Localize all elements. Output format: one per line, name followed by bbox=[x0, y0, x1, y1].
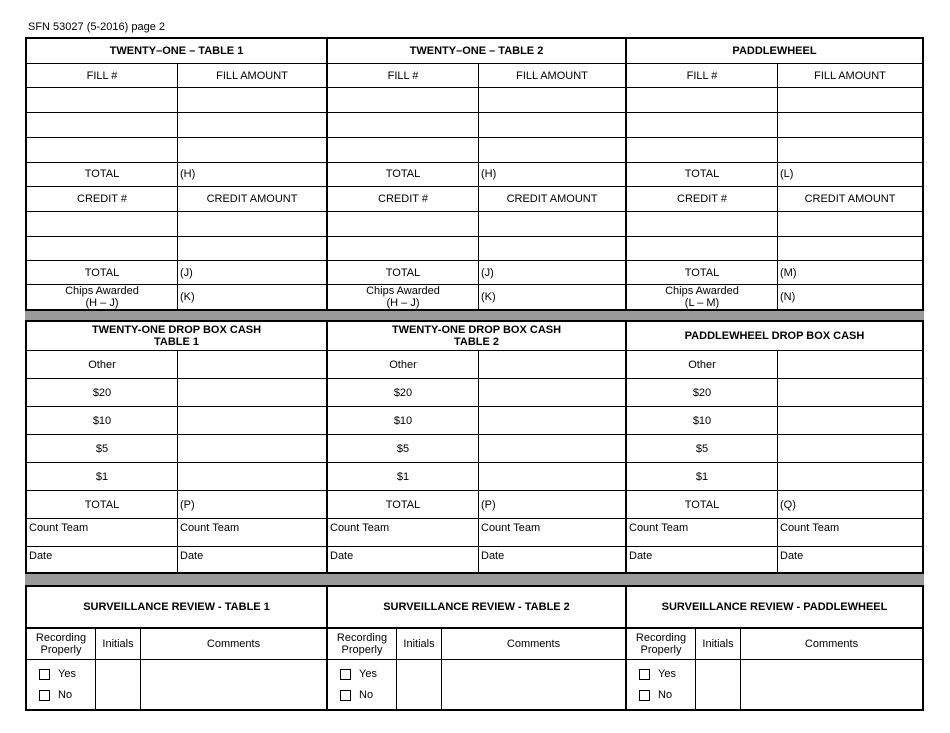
fill-amount-field[interactable] bbox=[478, 138, 625, 162]
cash-total-label: TOTAL bbox=[385, 498, 421, 511]
column-title: PADDLEWHEEL bbox=[732, 44, 817, 57]
initials-field[interactable] bbox=[95, 660, 140, 709]
yes-option[interactable] bbox=[639, 668, 676, 680]
denomination-20-field[interactable] bbox=[478, 379, 625, 406]
no-checkbox[interactable] bbox=[39, 690, 50, 701]
chips-awarded-label bbox=[27, 285, 177, 309]
credit-number-field[interactable] bbox=[328, 237, 478, 261]
denomination-10-field[interactable] bbox=[177, 407, 326, 434]
denomination-other-label: Other bbox=[88, 358, 116, 371]
properly-text: Properly bbox=[40, 644, 82, 656]
cash-total-label: TOTAL bbox=[684, 498, 720, 511]
column-surveillance-table-1 bbox=[27, 587, 326, 709]
denomination-20-label: $20 bbox=[393, 386, 413, 399]
fill-amount-field[interactable] bbox=[177, 113, 326, 137]
date-field[interactable]: Date bbox=[629, 550, 653, 562]
comments-header: Comments bbox=[441, 629, 625, 659]
chips-awarded-text: Chips Awarded bbox=[65, 285, 139, 298]
credit-number-header: CREDIT # bbox=[378, 193, 428, 206]
denomination-10-label: $10 bbox=[692, 414, 712, 427]
credit-total-label: TOTAL bbox=[684, 266, 720, 279]
recording-properly-header bbox=[627, 629, 695, 659]
denomination-20-field[interactable] bbox=[777, 379, 922, 406]
yes-label: Yes bbox=[58, 668, 76, 680]
count-team-field-2[interactable]: Count Team bbox=[777, 519, 922, 546]
drop-box-cash-section bbox=[25, 320, 924, 574]
count-team-field[interactable]: Count Team bbox=[29, 522, 89, 534]
fill-number-header: FILL # bbox=[387, 69, 419, 82]
denomination-other-field[interactable] bbox=[177, 351, 326, 378]
credit-number-field[interactable] bbox=[328, 212, 478, 236]
fill-amount-header: FILL AMOUNT bbox=[478, 64, 625, 88]
properly-text: Properly bbox=[341, 644, 383, 656]
denomination-1-field[interactable] bbox=[177, 463, 326, 490]
column-twenty-one-table-2 bbox=[326, 39, 625, 309]
column-drop-box-table-1 bbox=[27, 322, 326, 572]
cash-total-field[interactable]: (P) bbox=[478, 491, 625, 518]
column-title: TWENTY–ONE – TABLE 1 bbox=[109, 44, 244, 57]
column-title: SURVEILLANCE REVIEW - TABLE 1 bbox=[83, 601, 270, 613]
credit-amount-field[interactable] bbox=[478, 212, 625, 236]
credit-amount-header: CREDIT AMOUNT bbox=[777, 187, 922, 211]
fill-number-field[interactable] bbox=[27, 138, 177, 162]
denomination-20-label: $20 bbox=[92, 386, 112, 399]
count-team-field-2[interactable]: Count Team bbox=[177, 519, 326, 546]
fill-number-field[interactable] bbox=[627, 138, 777, 162]
section-divider bbox=[25, 574, 924, 585]
no-checkbox[interactable] bbox=[340, 690, 351, 701]
fill-number-field[interactable] bbox=[27, 113, 177, 137]
credit-number-header: CREDIT # bbox=[77, 193, 127, 206]
credit-amount-field[interactable] bbox=[777, 237, 922, 261]
chips-awarded-formula: (H – J) bbox=[85, 297, 119, 310]
cash-total-field[interactable]: (Q) bbox=[777, 491, 922, 518]
no-checkbox[interactable] bbox=[639, 690, 650, 701]
fill-total-field[interactable]: (L) bbox=[777, 163, 922, 187]
fill-number-field[interactable] bbox=[627, 113, 777, 137]
fill-number-field[interactable] bbox=[627, 88, 777, 112]
fill-number-field[interactable] bbox=[27, 88, 177, 112]
initials-field[interactable] bbox=[396, 660, 441, 709]
denomination-5-label: $5 bbox=[95, 442, 109, 455]
denomination-1-field[interactable] bbox=[777, 463, 922, 490]
fill-amount-field[interactable] bbox=[177, 88, 326, 112]
date-field-2[interactable]: Date bbox=[777, 547, 922, 572]
column-drop-box-table-2 bbox=[326, 322, 625, 572]
column-drop-box-paddlewheel bbox=[625, 322, 922, 572]
denomination-5-field[interactable] bbox=[177, 435, 326, 462]
column-title bbox=[27, 322, 326, 350]
column-title bbox=[328, 322, 625, 350]
initials-header: Initials bbox=[695, 629, 740, 659]
yes-label: Yes bbox=[658, 668, 676, 680]
credit-total-field[interactable]: (M) bbox=[777, 261, 922, 284]
comments-header: Comments bbox=[740, 629, 922, 659]
recording-text: Recording bbox=[35, 632, 87, 644]
fill-number-header: FILL # bbox=[686, 69, 718, 82]
column-surveillance-paddlewheel bbox=[625, 587, 922, 709]
denomination-5-label: $5 bbox=[396, 442, 410, 455]
fill-amount-field[interactable] bbox=[177, 138, 326, 162]
credit-number-field[interactable] bbox=[627, 212, 777, 236]
fill-number-field[interactable] bbox=[328, 138, 478, 162]
column-title: PADDLEWHEEL DROP BOX CASH bbox=[684, 330, 865, 342]
count-team-field[interactable]: Count Team bbox=[330, 522, 390, 534]
column-surveillance-table-2 bbox=[326, 587, 625, 709]
fill-total-label: TOTAL bbox=[684, 168, 720, 181]
fill-number-field[interactable] bbox=[328, 113, 478, 137]
recording-properly-header bbox=[27, 629, 95, 659]
denomination-other-label: Other bbox=[688, 358, 716, 371]
credit-number-header: CREDIT # bbox=[677, 193, 727, 206]
denomination-5-label: $5 bbox=[695, 442, 709, 455]
surveillance-review-section bbox=[25, 585, 924, 711]
denomination-1-label: $1 bbox=[695, 470, 709, 483]
fill-total-label: TOTAL bbox=[84, 168, 120, 181]
fill-total-field[interactable]: (H) bbox=[177, 163, 326, 187]
no-option[interactable] bbox=[340, 689, 373, 701]
credit-amount-field[interactable] bbox=[777, 212, 922, 236]
denomination-10-field[interactable] bbox=[777, 407, 922, 434]
fill-number-header: FILL # bbox=[86, 69, 118, 82]
fill-number-field[interactable] bbox=[328, 88, 478, 112]
comments-header: Comments bbox=[140, 629, 326, 659]
column-title: TWENTY–ONE – TABLE 2 bbox=[409, 44, 544, 57]
credit-amount-field[interactable] bbox=[177, 237, 326, 261]
yes-option[interactable] bbox=[39, 668, 76, 680]
denomination-other-field[interactable] bbox=[777, 351, 922, 378]
credit-number-field[interactable] bbox=[27, 212, 177, 236]
column-title-line1: TWENTY-ONE DROP BOX CASH bbox=[91, 324, 262, 336]
column-paddlewheel bbox=[625, 39, 922, 309]
recording-text: Recording bbox=[336, 632, 388, 644]
fill-total-field[interactable]: (H) bbox=[478, 163, 625, 187]
no-option[interactable] bbox=[39, 689, 72, 701]
chips-awarded-label bbox=[627, 285, 777, 309]
recording-properly-options bbox=[27, 660, 95, 709]
recording-properly-header bbox=[328, 629, 396, 659]
credit-amount-field[interactable] bbox=[177, 212, 326, 236]
comments-field[interactable] bbox=[441, 660, 625, 709]
chips-awarded-text: Chips Awarded bbox=[665, 285, 739, 298]
denomination-20-label: $20 bbox=[692, 386, 712, 399]
yes-option[interactable] bbox=[340, 668, 377, 680]
chips-awarded-field[interactable]: (K) bbox=[478, 285, 625, 309]
credit-total-field[interactable]: (J) bbox=[177, 261, 326, 284]
denomination-1-label: $1 bbox=[95, 470, 109, 483]
column-twenty-one-table-1 bbox=[27, 39, 326, 309]
fill-amount-field[interactable] bbox=[777, 88, 922, 112]
count-team-field-2[interactable]: Count Team bbox=[478, 519, 625, 546]
chips-awarded-field[interactable]: (K) bbox=[177, 285, 326, 309]
denomination-other-label: Other bbox=[389, 358, 417, 371]
date-field-2[interactable]: Date bbox=[177, 547, 326, 572]
column-title-line2: TABLE 2 bbox=[453, 336, 500, 348]
credit-number-field[interactable] bbox=[627, 237, 777, 261]
form-id: SFN 53027 (5-2016) page 2 bbox=[28, 21, 165, 33]
credit-amount-header: CREDIT AMOUNT bbox=[478, 187, 625, 211]
fill-amount-field[interactable] bbox=[478, 88, 625, 112]
fills-credits-section bbox=[25, 37, 924, 311]
count-team-field[interactable]: Count Team bbox=[629, 522, 689, 534]
no-option[interactable] bbox=[639, 689, 672, 701]
initials-field[interactable] bbox=[695, 660, 740, 709]
chips-awarded-field[interactable]: (N) bbox=[777, 285, 922, 309]
fill-amount-field[interactable] bbox=[777, 138, 922, 162]
chips-awarded-formula: (L – M) bbox=[684, 297, 720, 310]
column-title: SURVEILLANCE REVIEW - TABLE 2 bbox=[383, 601, 570, 613]
fill-total-label: TOTAL bbox=[385, 168, 421, 181]
credit-amount-field[interactable] bbox=[478, 237, 625, 261]
cash-total-label: TOTAL bbox=[84, 498, 120, 511]
denomination-5-field[interactable] bbox=[478, 435, 625, 462]
yes-checkbox[interactable] bbox=[39, 669, 50, 680]
credit-number-field[interactable] bbox=[27, 237, 177, 261]
chips-awarded-text: Chips Awarded bbox=[366, 285, 440, 298]
column-title: SURVEILLANCE REVIEW - PADDLEWHEEL bbox=[661, 601, 888, 613]
denomination-1-field[interactable] bbox=[478, 463, 625, 490]
recording-properly-options bbox=[328, 660, 396, 709]
date-field-2[interactable]: Date bbox=[478, 547, 625, 572]
cash-total-field[interactable]: (P) bbox=[177, 491, 326, 518]
credit-total-label: TOTAL bbox=[385, 266, 421, 279]
date-field[interactable]: Date bbox=[29, 550, 53, 562]
fill-amount-field[interactable] bbox=[478, 113, 625, 137]
fill-amount-field[interactable] bbox=[777, 113, 922, 137]
denomination-other-field[interactable] bbox=[478, 351, 625, 378]
column-title-line2: TABLE 1 bbox=[153, 336, 200, 348]
no-label: No bbox=[58, 689, 73, 701]
yes-checkbox[interactable] bbox=[340, 669, 351, 680]
credit-amount-header: CREDIT AMOUNT bbox=[177, 187, 326, 211]
yes-label: Yes bbox=[359, 668, 377, 680]
comments-field[interactable] bbox=[740, 660, 922, 709]
fill-amount-header: FILL AMOUNT bbox=[777, 64, 922, 88]
comments-field[interactable] bbox=[140, 660, 326, 709]
denomination-20-field[interactable] bbox=[177, 379, 326, 406]
denomination-1-label: $1 bbox=[396, 470, 410, 483]
credit-total-field[interactable]: (J) bbox=[478, 261, 625, 284]
denomination-10-label: $10 bbox=[393, 414, 413, 427]
initials-header: Initials bbox=[95, 629, 140, 659]
properly-text: Properly bbox=[640, 644, 682, 656]
no-label: No bbox=[658, 689, 673, 701]
recording-properly-options bbox=[627, 660, 695, 709]
denomination-10-field[interactable] bbox=[478, 407, 625, 434]
date-field[interactable]: Date bbox=[330, 550, 354, 562]
chips-awarded-formula: (H – J) bbox=[386, 297, 420, 310]
section-divider bbox=[25, 311, 924, 320]
denomination-5-field[interactable] bbox=[777, 435, 922, 462]
initials-header: Initials bbox=[396, 629, 441, 659]
fill-amount-header: FILL AMOUNT bbox=[177, 64, 326, 88]
column-title-line1: TWENTY-ONE DROP BOX CASH bbox=[391, 324, 562, 336]
recording-text: Recording bbox=[635, 632, 687, 644]
credit-total-label: TOTAL bbox=[84, 266, 120, 279]
denomination-10-label: $10 bbox=[92, 414, 112, 427]
no-label: No bbox=[359, 689, 374, 701]
chips-awarded-label bbox=[328, 285, 478, 309]
yes-checkbox[interactable] bbox=[639, 669, 650, 680]
